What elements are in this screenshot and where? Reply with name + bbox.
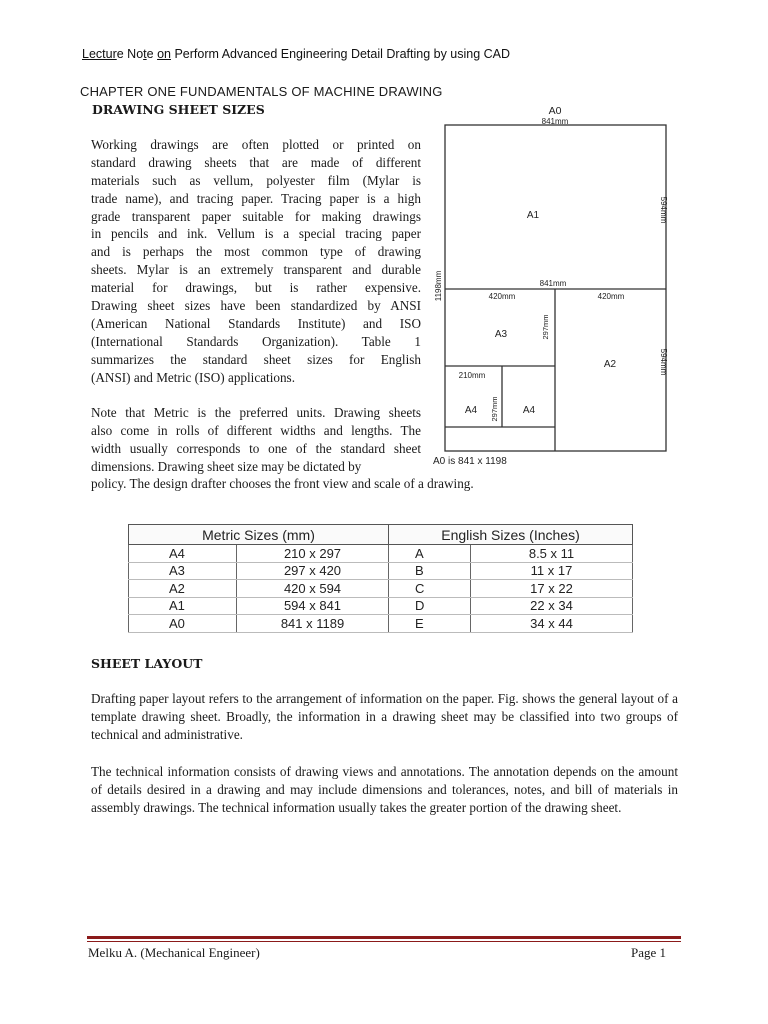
a3-width-dim: 420mm <box>488 292 516 301</box>
chapter-title: CHAPTER ONE FUNDAMENTALS OF MACHINE DRAWING <box>80 84 443 99</box>
english-size-cell: 22 x 34 <box>471 597 633 615</box>
paragraph-line: trade name), and tracing paper. Tracing paper is a high <box>91 190 421 206</box>
header-part: e <box>116 47 124 61</box>
paragraph-layout-intro: Drafting paper layout refers to the arrangement of information on the paper. Fig. shows the general layout of a template drawing sheet. Broadly, the information in a drawing sheet may be classified into two groups of technical and administrative. <box>91 691 678 742</box>
paragraph-line: summarizes the standard sheet sizes for English <box>91 351 421 367</box>
mid-width-dim: 841mm <box>539 279 567 288</box>
metric-size-cell: 594 x 841 <box>237 597 389 615</box>
paragraph-line: also come in rolls of different widths and lengths. The <box>91 422 421 438</box>
paragraph-line: Working drawings are often plotted or printed on <box>91 137 421 152</box>
table-row <box>129 545 633 563</box>
table-row <box>129 597 633 615</box>
paragraph-line: materials such as vellum, polyester film (Mylar is <box>91 172 421 188</box>
metric-size-cell: 210 x 297 <box>237 545 389 563</box>
a1-label: A1 <box>526 210 540 221</box>
a4-right-label: A4 <box>522 405 536 416</box>
metric-name-cell: A2 <box>129 580 237 598</box>
english-name-cell: A <box>389 545 471 563</box>
metric-header: Metric Sizes (mm) <box>129 525 389 545</box>
header-part: Lectur <box>82 47 117 61</box>
english-name-cell: E <box>389 615 471 633</box>
paragraph-line: Drawing sheet sizes have been standardized by ANSI <box>91 298 421 314</box>
a2-width-dim: 420mm <box>597 292 625 301</box>
table-row <box>129 615 633 633</box>
table-header-row <box>129 525 633 545</box>
paragraph-line: (International Standards Organization). Table 1 <box>91 333 421 349</box>
diagram-caption: A0 is 841 x 1198 <box>433 456 507 467</box>
paragraph-line: and is perhaps the most common type of drawing <box>91 244 421 260</box>
paragraph-line: grade transparent paper suitable for making drawings <box>91 208 421 224</box>
a2-height-dim: 594mm <box>659 348 668 376</box>
table-row <box>129 562 633 580</box>
footer-page-number: Page 1 <box>631 945 667 960</box>
sheet-sizes-table <box>128 524 633 633</box>
section-title-drawing-sheet-sizes: DRAWING SHEET SIZES <box>92 102 265 117</box>
header-part: Perform Advanced Engineering Detail Drafting by using CAD <box>170 47 511 61</box>
paragraph-line: material for drawings, but is rather expensive. <box>91 280 421 296</box>
english-name-cell: D <box>389 597 471 615</box>
paragraph-sheet-sizes <box>91 136 421 386</box>
sheet-size-diagram <box>425 100 675 475</box>
metric-name-cell: A4 <box>129 545 237 563</box>
footer-rule-thin <box>87 941 681 942</box>
a3-label: A3 <box>494 329 508 340</box>
paragraph-line: Note that Metric is the preferred units. Drawing sheets <box>91 405 421 420</box>
paragraph-metric-note <box>91 404 421 476</box>
footer-rule-thick <box>87 936 681 939</box>
english-size-cell: 17 x 22 <box>471 580 633 598</box>
document-header <box>82 47 510 61</box>
metric-size-cell: 297 x 420 <box>237 562 389 580</box>
a3-height-dim: 297mm <box>541 314 550 340</box>
paragraph-body <box>91 404 421 476</box>
metric-size-cell: 841 x 1189 <box>237 615 389 633</box>
english-size-cell: 34 x 44 <box>471 615 633 633</box>
header-part: t <box>143 47 147 61</box>
english-header: English Sizes (Inches) <box>389 525 633 545</box>
paragraph-line: in pencils and ink. Vellum is a special tracing paper <box>91 226 421 242</box>
a0-width-dim: 841mm <box>541 117 569 126</box>
english-name-cell: B <box>389 562 471 580</box>
paragraph-line: (ANSI) and Metric (ISO) applications. <box>91 369 295 385</box>
metric-size-cell: 420 x 594 <box>237 580 389 598</box>
table-row <box>129 580 633 598</box>
a4-left-label: A4 <box>464 405 478 416</box>
a4-height-dim: 297mm <box>490 396 499 422</box>
paragraph-line: standard drawing sheets that are made of different <box>91 154 421 170</box>
paragraph-metric-note-last-line: policy. The design drafter chooses the front view and scale of a drawing. <box>91 476 474 491</box>
a2-label: A2 <box>603 359 617 370</box>
header-part: e <box>146 47 158 61</box>
a0-height-dim: 1198mm <box>434 270 443 302</box>
paragraph-body <box>91 136 421 386</box>
paragraph-technical-info: The technical information consists of drawing views and annotations. The annotation depends on the amount of details desired in a drawing and may include dimensions and tolerances, notes, and bill of materials in assembly drawings. The technical information usually takes the greater portion of the drawing sheet. <box>91 764 678 815</box>
header-part: on <box>157 47 171 61</box>
paragraph-line: (American National Standards Institute) and ISO <box>91 315 421 331</box>
metric-name-cell: A1 <box>129 597 237 615</box>
english-name-cell: C <box>389 580 471 598</box>
a1-height-dim: 594mm <box>659 196 668 224</box>
header-part: No <box>123 47 144 61</box>
english-size-cell: 11 x 17 <box>471 562 633 580</box>
paragraph-line: dimensions. Drawing sheet size may be dictated by <box>91 458 362 474</box>
english-size-cell: 8.5 x 11 <box>471 545 633 563</box>
a4-width-dim: 210mm <box>458 371 486 380</box>
paragraph-line: width usually corresponds to one of the standard sheet <box>91 440 421 456</box>
paragraph-line: sheets. Mylar is an extremely transparent and durable <box>91 262 421 278</box>
section-title-sheet-layout: SHEET LAYOUT <box>91 656 203 671</box>
metric-name-cell: A3 <box>129 562 237 580</box>
metric-name-cell: A0 <box>129 615 237 633</box>
footer-author: Melku A. (Mechanical Engineer) <box>88 945 260 960</box>
a0-top-label: A0 <box>548 105 562 117</box>
